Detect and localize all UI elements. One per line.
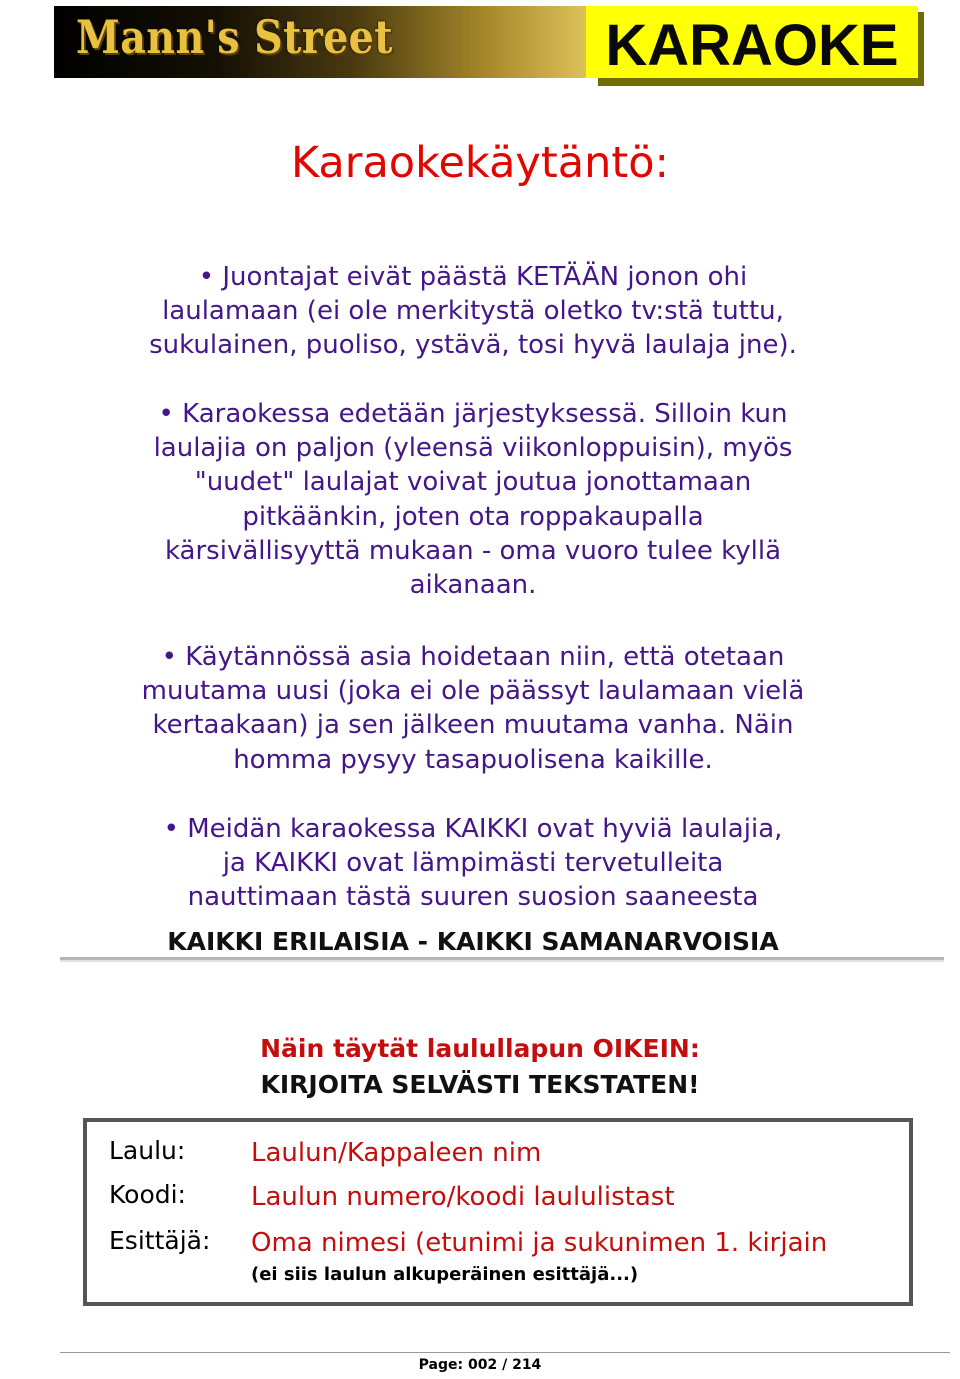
rule-paragraph-3 [60,640,886,777]
bullet-icon: • [163,814,179,844]
paragraph-line: • Meidän karaokessa KAIKKI ovat hyviä laulajia, [163,814,783,844]
paragraph-line: aikanaan. [409,570,537,601]
performer-label: Esittäjä: [109,1226,211,1255]
brand-logo-text: Mann's Street [76,10,393,64]
instructions-subtitle: KIRJOITA SELVÄSTI TEKSTATEN! [260,1070,700,1099]
brand-logo [54,6,598,78]
bullet-icon: • [158,399,174,429]
footer-divider [60,1352,950,1353]
paragraph-line: muutama uusi (joka ei ole päässyt laulamaan vielä [141,676,805,707]
paragraph-line: kärsivällisyyttä mukaan - oma vuoro tulee kyllä [164,535,782,566]
paragraph-line: nauttimaan tästä suuren suosion saaneesta [187,882,759,913]
performer-value: Oma nimesi (etunimi ja sukunimen 1. kirjain [251,1228,828,1258]
example-song-slip [83,1118,913,1306]
song-label: Laulu: [109,1136,186,1165]
bullet-icon: • [161,642,177,672]
code-label: Koodi: [109,1180,186,1209]
instructions-title: Näin täytät laulullapun OIKEIN: [260,1034,700,1063]
paragraph-line: • Juontajat eivät päästä KETÄÄN jonon ohi [198,262,748,292]
paragraph-line: ja KAIKKI ovat lämpimästi tervetulleita [222,848,724,879]
page-title: Karaokekäytäntö: [290,138,669,188]
header-title-shadow [598,78,920,86]
rule-paragraph-4 [60,812,886,915]
paragraph-line: laulajia on paljon (yleensä viikonloppuisin), myös [153,433,793,464]
paragraph-line: laulamaan (ei ole merkitystä oletko tv:stä tuttu, [162,296,784,327]
header-title-shadow-side [918,12,924,86]
bullet-icon: • [198,262,215,292]
code-value: Laulun numero/koodi laululistast [251,1182,675,1212]
paragraph-line: "uudet" laulajat voivat joutua jonottamaan [194,467,752,498]
divider-highlight [60,960,944,962]
paragraph-line: sukulainen, puoliso, ystävä, tosi hyvä laulaja jne). [149,330,797,361]
song-value: Laulun/Kappaleen nim [251,1138,542,1168]
paragraph-line: pitkäänkin, joten ota roppakaupalla [242,501,704,532]
rule-paragraph-2 [60,397,886,602]
closing-slogan: KAIKKI ERILAISIA - KAIKKI SAMANARVOISIA [167,927,779,956]
paragraph-line: homma pysyy tasapuolisena kaikille. [233,744,713,775]
page-number: Page: 002 / 214 [418,1357,542,1373]
paragraph-line: • Karaokessa edetään järjestyksessä. Silloin kun [158,399,788,429]
paragraph-line: kertaakaan) ja sen jälkeen muutama vanha. Näin [152,710,794,741]
performer-note: (ei siis laulun alkuperäinen esittäjä...) [251,1264,639,1285]
rule-paragraph-1 [60,260,886,363]
paragraph-line: • Käytännössä asia hoidetaan niin, että otetaan [161,642,785,672]
header-title: KARAOKE [586,6,918,78]
